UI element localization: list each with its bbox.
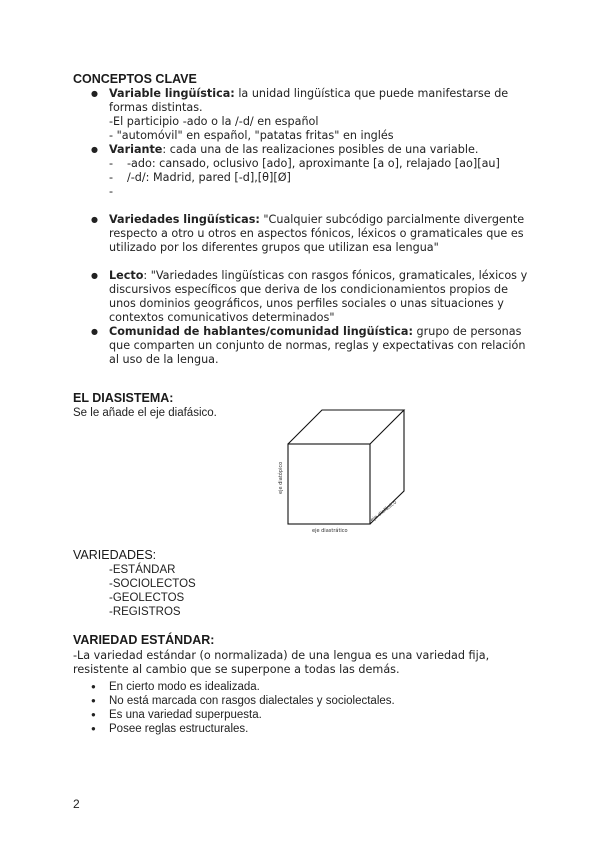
estandar-intro: -La variedad estándar (o normalizada) de una lengua es una variedad fija, resistente al cambio que se superpone a todas las demás. [73, 649, 490, 676]
diasistema-cube-diagram [270, 404, 415, 536]
label-vertical-axis: eje diatópico [278, 461, 284, 494]
list-item-variable [91, 87, 531, 143]
variante-sublist [91, 157, 531, 199]
estandar-heading: VARIEDAD ESTÁNDAR: [73, 633, 215, 647]
estandar-bullets [91, 680, 531, 736]
list-item-comunidad [91, 325, 531, 367]
estandar-bullet-1: ● En cierto modo es idealizada. [91, 680, 531, 694]
lecto-def: : "Variedades lingüísticas con rasgos fónicos, gramaticales, léxicos y discursivos específicos que deriva de los condicionamientos propios de unos dominios geográficos, unos perfiles sociales o unas situaciones y contextos comunicativos determinados" [109, 269, 528, 324]
list-item-lecto [91, 269, 531, 325]
list-item-variante [91, 143, 531, 199]
variante-def: : cada una de las realizaciones posibles de una variable. [162, 143, 479, 156]
diasistema-text: Se le añade el eje diafásico. [73, 407, 217, 419]
label-horizontal-axis: eje diastrático [312, 528, 348, 534]
variable-example-2: - "automóvil" en español, "patatas fritas" en inglés [109, 129, 394, 142]
diasistema-heading: EL DIASISTEMA: [73, 391, 174, 405]
cube-top-face [288, 410, 404, 444]
cube-front-face [288, 444, 370, 524]
variante-sub-1: - -ado: cansado, oclusivo [ado], aproximante [a o], relajado [ao][au] [109, 157, 500, 170]
comunidad-def: grupo de personas que comparten un conjunto de normas, reglas y expectativas con relación al uso de la lengua. [109, 325, 526, 366]
conceptos-heading: CONCEPTOS CLAVE [73, 72, 197, 86]
estandar-bullet-2: ● No está marcada con rasgos dialectales y sociolectales. [91, 694, 531, 708]
variante-sub-2: - /-d/: Madrid, pared [-d],[θ][Ø] [109, 171, 291, 184]
estandar-bullet-4: ● Posee reglas estructurales. [91, 722, 531, 736]
estandar-bullet-3: ● Es una variedad superpuesta. [91, 708, 531, 722]
comunidad-term: Comunidad de hablantes/comunidad lingüística: [109, 325, 413, 338]
variedades-term: Variedades lingüísticas: [109, 213, 260, 226]
variedad-estandar: -ESTÁNDAR [109, 564, 176, 576]
variedades-def: "Cualquier subcódigo parcialmente divergente respecto a otro u otros en aspectos fónicos, léxicos o gramaticales que es utilizado por los diferentes grupos que utilizan esa lengua" [109, 213, 525, 254]
variable-example-1: -El participio -ado o la /-d/ en español [109, 115, 319, 128]
label-depth-axis: eje diafásico [369, 499, 398, 524]
variedad-sociolectos: -SOCIOLECTOS [109, 578, 196, 590]
variable-term: Variable lingüística: [109, 87, 235, 100]
list-item-variedades [91, 213, 531, 255]
variante-term: Variante [109, 143, 163, 156]
page-number: 2 [73, 797, 80, 811]
variedades-items [109, 563, 196, 619]
variedad-registros: -REGISTROS [109, 606, 181, 618]
variable-def: la unidad lingüística que puede manifestarse de formas distintas. [109, 87, 509, 114]
conceptos-list [91, 87, 531, 367]
variedad-geolectos: -GEOLECTOS [109, 592, 185, 604]
variante-sub-3: - [109, 185, 114, 198]
lecto-term: Lecto [109, 269, 144, 282]
variedades-heading: VARIEDADES: [73, 548, 157, 562]
